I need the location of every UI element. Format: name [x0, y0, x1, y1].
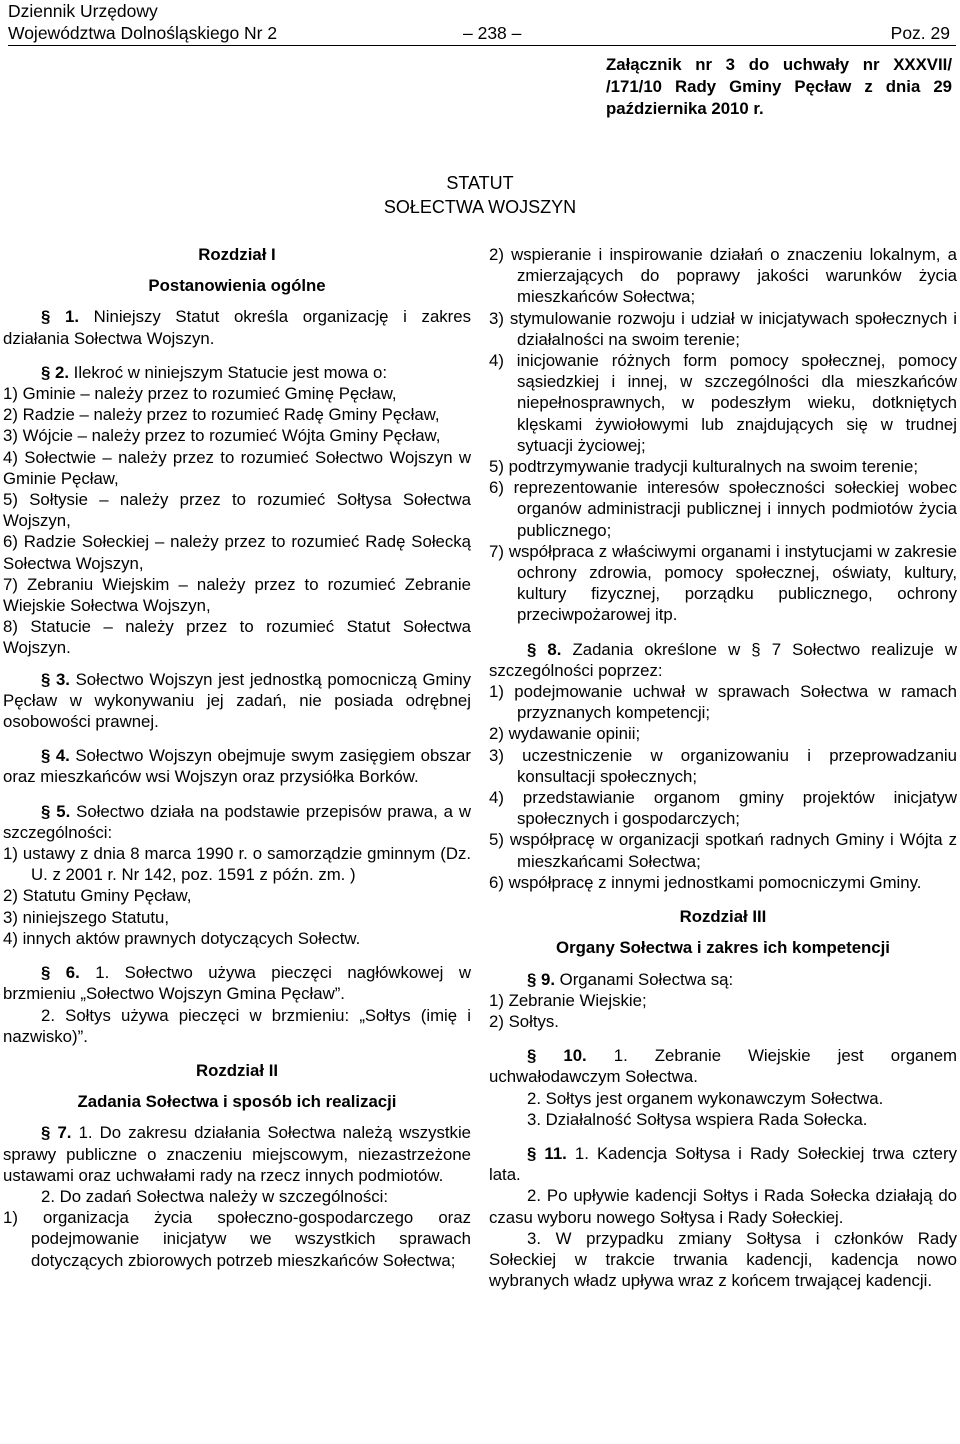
annex-note: Załącznik nr 3 do uchwały nr XXXVII/ /171/10 Rady Gminy Pęcław z dnia 29 października 2010 r.	[606, 55, 952, 118]
position-number: Poz. 29	[890, 23, 950, 43]
list-item: 3) Wójcie – należy przez to rozumieć Wójta Gminy Pęcław,	[3, 426, 441, 446]
list-item: 2) Radzie – należy przez to rozumieć Radę Gminy Pęcław,	[3, 405, 440, 425]
section-1-text: Niniejszy Statut określa organizację i zakres działania Sołectwa Wojszyn.	[3, 307, 471, 348]
list-item: 4) innych aktów prawnych dotyczących Sołectw.	[3, 928, 361, 948]
list-item: 6) reprezentowanie interesów społeczności sołeckiej wobec organów administracji publicznej i innych podmiotów życia publicznego;	[489, 478, 957, 540]
journal-title: Dziennik Urzędowy	[8, 1, 158, 21]
document-title	[0, 171, 960, 219]
section-9-text: Organami Sołectwa są:	[555, 969, 734, 989]
list-item: 6) Radzie Sołeckiej – należy przez to rozumieć Radę Sołecką Sołectwa Wojszyn,	[3, 532, 471, 573]
section-7-number: § 7.	[41, 1123, 72, 1143]
list-item: 8) Statucie – należy przez to rozumieć Statut Sołectwa Wojszyn.	[3, 617, 471, 658]
section-10-number: § 10.	[527, 1046, 587, 1066]
chapter-2-name: Zadania Sołectwa i sposób ich realizacji	[77, 1092, 397, 1112]
list-item: 3) niniejszego Statutu,	[3, 907, 170, 927]
list-item: 1) organizacja życia społeczno-gospodarczego oraz podejmowanie inicjatyw we wszystkich sprawach dotyczących zbiorowych potrzeb mieszkańców Sołectwa;	[3, 1208, 471, 1270]
list-item: 4) inicjowanie różnych form pomocy społecznej, pomocy sąsiedzkiej i innej, w szczególności dla mieszkańców niepełnosprawnych, w podeszłym wieku, dotkniętych klęskami żywiołowymi lub znajdujących się w trudnej sytuacji życiowej;	[489, 351, 957, 455]
list-item: 2) wspieranie i inspirowanie działań o znaczeniu lokalnym, a zmierzających do poprawy jakości warunków życia mieszkańców Sołectwa;	[489, 245, 957, 307]
section-4-text: Sołectwo Wojszyn obejmuje swym zasięgiem obszar oraz mieszkańców wsi Wojszyn oraz przysiółka Borków.	[3, 746, 471, 787]
section-11-number: § 11.	[527, 1143, 567, 1163]
list-item: 3) uczestniczenie w organizowaniu i przeprowadzaniu konsultacji społecznych;	[489, 745, 957, 786]
journal-subtitle: Województwa Dolnośląskiego Nr 2	[8, 23, 278, 43]
section-2-number: § 2.	[41, 362, 69, 382]
section-11-text: 1. Kadencja Sołtysa i Rady Sołeckiej trwa cztery lata.	[489, 1143, 957, 1185]
section-4	[3, 745, 471, 787]
section-5-number: § 5.	[41, 801, 71, 821]
section-6-para-2: 2. Sołtys używa pieczęci w brzmieniu: „Sołtys (imię i nazwisko)”.	[3, 1005, 471, 1046]
section-10-para-3: 3. Działalność Sołtysa wspiera Rada Sołecka.	[527, 1109, 868, 1129]
list-item: 6) współpracę z innymi jednostkami pomocniczymi Gminy.	[489, 872, 922, 892]
section-2-intro	[3, 362, 471, 383]
section-7-para-1	[3, 1122, 471, 1186]
list-item: 7) współpraca z właściwymi organami i instytucjami w zakresie ochrony zdrowia, pomocy społecznej, oświaty, kultury, kultury fizycznej, porządku publicznego, ochrony przeciwpożarowej itp.	[489, 541, 957, 625]
section-10-text: 1. Zebranie Wiejskie jest organem uchwałodawczym Sołectwa.	[489, 1046, 958, 1087]
section-6-para-1	[3, 962, 471, 1004]
section-3-number: § 3.	[41, 669, 70, 689]
list-item: 1) podejmowanie uchwał w sprawach Sołectwa w ramach przyznanych kompetencji;	[489, 682, 957, 723]
chapter-1-name: Postanowienia ogólne	[148, 276, 326, 296]
chapter-3-name: Organy Sołectwa i zakres ich kompetencji	[556, 938, 890, 958]
section-9-number: § 9.	[527, 969, 555, 989]
section-3-text: Sołectwo Wojszyn jest jednostką pomocniczą Gminy Pęcław w wykonywaniu jej zadań, nie posiada odrębnej osobowości prawnej.	[3, 669, 471, 732]
section-10-para-2: 2. Sołtys jest organem wykonawczym Sołectwa.	[527, 1088, 884, 1108]
section-10-para-1	[489, 1045, 957, 1087]
section-1-number: § 1.	[41, 307, 79, 327]
list-item: 2) wydawanie opinii;	[489, 724, 641, 744]
list-item: 7) Zebraniu Wiejskim – należy przez to rozumieć Zebranie Wiejskie Sołectwa Wojszyn,	[3, 574, 471, 616]
left-column	[3, 244, 471, 1271]
chapter-2-label: Rozdział II	[195, 1060, 279, 1080]
section-8-intro	[489, 639, 957, 681]
chapter-1-label: Rozdział I	[198, 245, 276, 264]
section-3	[3, 669, 471, 733]
section-6-number: § 6.	[41, 963, 80, 983]
list-item: 4) Sołectwie – należy przez to rozumieć Sołectwo Wojszyn w Gminie Pęcław,	[3, 447, 471, 488]
title-line-1: STATUT	[446, 173, 514, 193]
section-5-text: Sołectwo działa na podstawie przepisów prawa, a w szczególności:	[3, 801, 471, 842]
section-5-intro	[3, 801, 471, 843]
section-11-para-3: 3. W przypadku zmiany Sołtysa i członków Rady Sołeckiej w trakcie trwania kadencji, kadencja nowo wybranych władz upływa wraz z końcem trwającej kadencji.	[489, 1228, 957, 1291]
list-item: 2) Statutu Gminy Pęcław,	[3, 886, 192, 906]
list-item: 5) współpracę w organizacji spotkań radnych Gminy i Wójta z mieszkańcami Sołectwa;	[489, 830, 957, 871]
section-7-para-2: 2. Do zadań Sołectwa należy w szczególności:	[41, 1186, 388, 1206]
section-1	[3, 306, 471, 348]
section-7-text: 1. Do zakresu działania Sołectwa należą wszystkie sprawy publiczne o znaczeniu miejscowym, niezastrzeżone ustawami oraz uchwałami rady na rzecz innych podmiotów.	[3, 1123, 472, 1185]
right-column	[489, 244, 957, 1291]
section-2-text: Ilekroć w niniejszym Statucie jest mowa o:	[69, 362, 388, 382]
list-item: 1) Zebranie Wiejskie;	[489, 990, 647, 1010]
section-8-text: Zadania określone w § 7 Sołectwo realizuje w szczególności poprzez:	[489, 639, 957, 680]
list-item: 3) stymulowanie rozwoju i udział w inicjatywach społecznych i działalności na swoim terenie;	[489, 308, 957, 349]
list-item: 5) podtrzymywanie tradycji kulturalnych na swoim terenie;	[489, 457, 919, 477]
section-11-para-2: 2. Po upływie kadencji Sołtys i Rada Sołecka działają do czasu wyboru nowego Sołtysa i Rady Sołeckiej.	[489, 1186, 957, 1227]
title-line-2: SOŁECTWA WOJSZYN	[383, 197, 577, 217]
list-item: 4) przedstawianie organom gminy projektów inicjatyw społecznych i gospodarczych;	[489, 788, 957, 829]
list-item: 5) Sołtysie – należy przez to rozumieć Sołtysa Sołectwa Wojszyn,	[3, 490, 471, 531]
section-4-number: § 4.	[41, 746, 70, 766]
section-9-intro	[489, 969, 957, 990]
list-item: 1) ustawy z dnia 8 marca 1990 r. o samorządzie gminnym (Dz. U. z 2001 r. Nr 142, poz. 1591 z późn. zm. )	[3, 844, 471, 885]
list-item: 2) Sołtys.	[489, 1011, 559, 1031]
section-11-para-1	[489, 1143, 957, 1185]
section-6-text: 1. Sołectwo używa pieczęci nagłówkowej w brzmieniu „Sołectwo Wojszyn Gmina Pęcław”.	[3, 963, 471, 1004]
section-8-number: § 8.	[527, 639, 562, 659]
page-number: – 238 –	[463, 23, 522, 43]
list-item: 1) Gminie – należy przez to rozumieć Gminę Pęcław,	[3, 384, 397, 404]
chapter-3-label: Rozdział III	[679, 907, 767, 927]
header-divider	[8, 45, 956, 46]
